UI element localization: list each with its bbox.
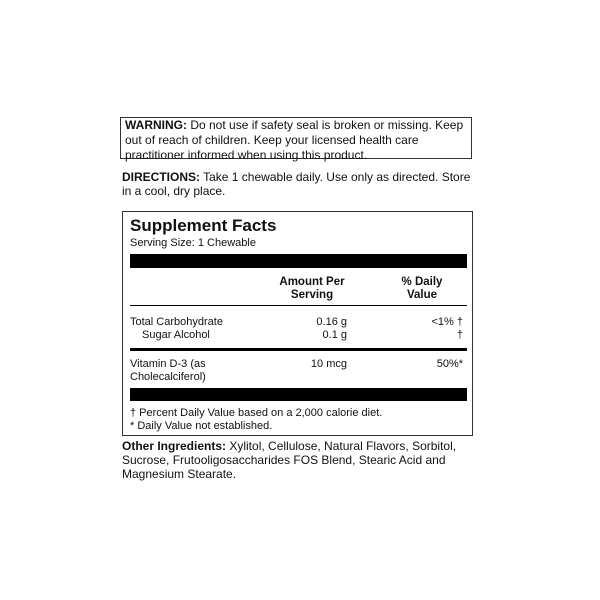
row-amount-total-carbohydrate: 0.16 g (316, 316, 347, 328)
directions-label: DIRECTIONS: (122, 170, 200, 184)
row-dv-vitamin-d3: 50%* (436, 358, 463, 370)
directions-body: Take 1 chewable daily. Use only as directed. Store in a cool, dry place. (122, 170, 471, 198)
bottom-thick-divider (130, 388, 467, 401)
supplement-facts-title: Supplement Facts (130, 216, 277, 235)
other-ingredients-body: Xylitol, Cellulose, Natural Flavors, Sorbitol, Sucrose, Frutooligosaccharides FOS Blend, Stearic Acid and Magnesium Stearate. (122, 439, 457, 481)
warning-body: Do not use if safety seal is broken or missing. Keep out of reach of children. Keep your licensed health care practitioner informed when using this product. (125, 118, 464, 162)
directions (122, 170, 474, 198)
serving-size: Serving Size: 1 Chewable (130, 237, 256, 249)
amount-per-serving-header (271, 276, 353, 302)
row-amount-vitamin-d3: 10 mcg (310, 358, 347, 370)
row-dv-sugar-alcohol: † (456, 329, 463, 341)
row-name-sugar-alcohol: Sugar Alcohol (142, 329, 210, 341)
other-ingredients-label: Other Ingredients: (122, 439, 227, 453)
warning-label: WARNING: (125, 118, 187, 132)
amount-header-line2: Serving (290, 289, 334, 301)
row-name-vitamin-d3 (130, 358, 206, 384)
row-amount-sugar-alcohol: 0.1 g (322, 329, 347, 341)
footnote-percent-dv: † Percent Daily Value based on a 2,000 calorie diet. (130, 407, 383, 419)
thick-divider (130, 254, 467, 268)
dv-header-line1: % Daily (401, 276, 443, 288)
row-dv-total-carbohydrate: <1% † (431, 316, 463, 328)
nutrient-divider (130, 348, 467, 351)
dv-header-line2: Value (406, 289, 438, 301)
vitamin-d3-name-line1: Vitamin D-3 (as (130, 358, 206, 370)
footnote-dv-not-established: * Daily Value not established. (130, 420, 273, 432)
warning-text (125, 118, 467, 163)
daily-value-header (381, 276, 463, 302)
vitamin-d3-name-line2: Cholecalciferol) (130, 371, 206, 383)
warning-box (120, 117, 472, 162)
amount-header-line1: Amount Per (279, 276, 345, 288)
header-divider (130, 305, 467, 306)
other-ingredients (122, 439, 467, 481)
supplement-facts-panel (122, 211, 473, 436)
row-name-total-carbohydrate: Total Carbohydrate (130, 316, 223, 328)
